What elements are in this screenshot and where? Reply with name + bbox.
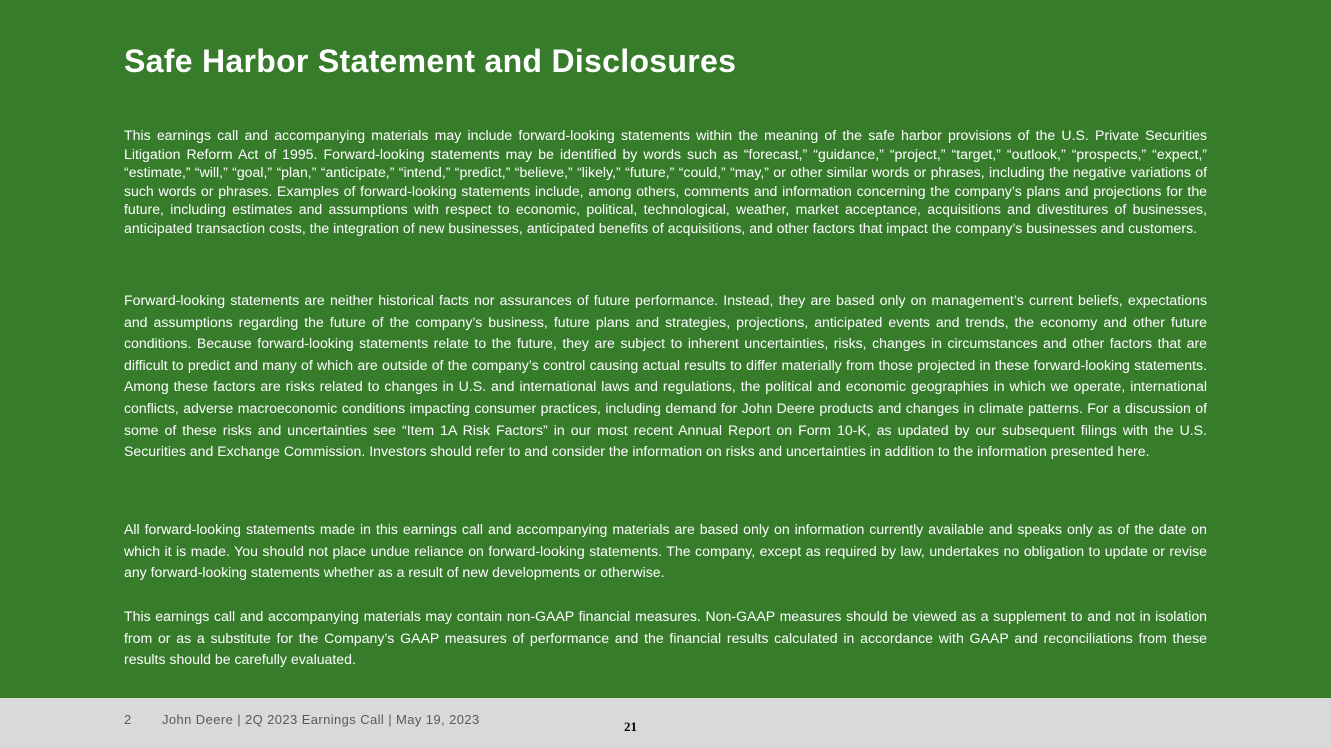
- footer: [0, 698, 1331, 748]
- slide-number: 2: [124, 712, 132, 727]
- footer-caption: John Deere | 2Q 2023 Earnings Call | May 19, 2023: [162, 712, 480, 727]
- paragraph-forward-looking-definition: This earnings call and accompanying materials may include forward-looking statements within the meaning of the safe harbor provisions of the U.S. Private Securities Litigation Reform Act of 1995. Forward-looking statements may be identified by words such as “forecast,” “guidance,” “project,” “target,” “outlook,” “prospects,” “expect,” “estimate,” “will,” “goal,” “plan,” “anticipate,” “intend,” “predict,” “believe,” “likely,” “future,” “could,” “may,” or other similar words or phrases, including the negative variations of such words or phrases. Examples of forward-looking statements include, among others, comments and information concerning the company’s plans and projections for the future, including estimates and assumptions with respect to economic, political, technological, weather, market acceptance, acquisitions and divestitures of businesses, anticipated transaction costs, the integration of new businesses, anticipated benefits of acquisitions, and other factors that impact the company’s businesses and customers.: [124, 127, 1207, 236]
- paragraph-reliance: All forward-looking statements made in this earnings call and accompanying materials are based only on information currently available and speaks only as of the date on which it is made. You should not place undue reliance on forward-looking statements. The company, except as required by law, undertakes no obligation to update or revise any forward-looking statements whether as a result of new developments or otherwise.: [124, 521, 1207, 581]
- document-page-number: 21: [624, 719, 637, 734]
- paragraph-non-gaap: This earnings call and accompanying materials may contain non-GAAP financial measures. Non-GAAP measures should be viewed as a supplement to and not in isolation from or as a substitute for the Company’s GAAP measures of performance and the financial results calculated in accordance with GAAP and reconciliations from these results should be carefully evaluated.: [124, 608, 1207, 668]
- paragraph-risk-factors: Forward-looking statements are neither historical facts nor assurances of future performance. Instead, they are based only on management’s current beliefs, expectations and assumptions regarding the future of the company’s business, future plans and strategies, projections, anticipated events and trends, the economy and other future conditions. Because forward-looking statements relate to the future, they are subject to inherent uncertainties, risks, changes in circumstances and other factors that are difficult to predict and many of which are outside of the company’s control causing actual results to differ materially from those projected in these forward-looking statements. Among these factors are risks related to changes in U.S. and international laws and regulations, the political and economic geographies in which we operate, international conflicts, adverse macroeconomic conditions impacting consumer practices, including demand for John Deere products and changes in climate patterns. For a discussion of some of these risks and uncertainties see “Item 1A Risk Factors” in our most recent Annual Report on Form 10-K, as updated by our subsequent filings with the U.S. Securities and Exchange Commission. Investors should refer to and consider the information on risks and uncertainties in addition to the information presented here.: [124, 292, 1207, 460]
- slide-title: Safe Harbor Statement and Disclosures: [124, 43, 737, 79]
